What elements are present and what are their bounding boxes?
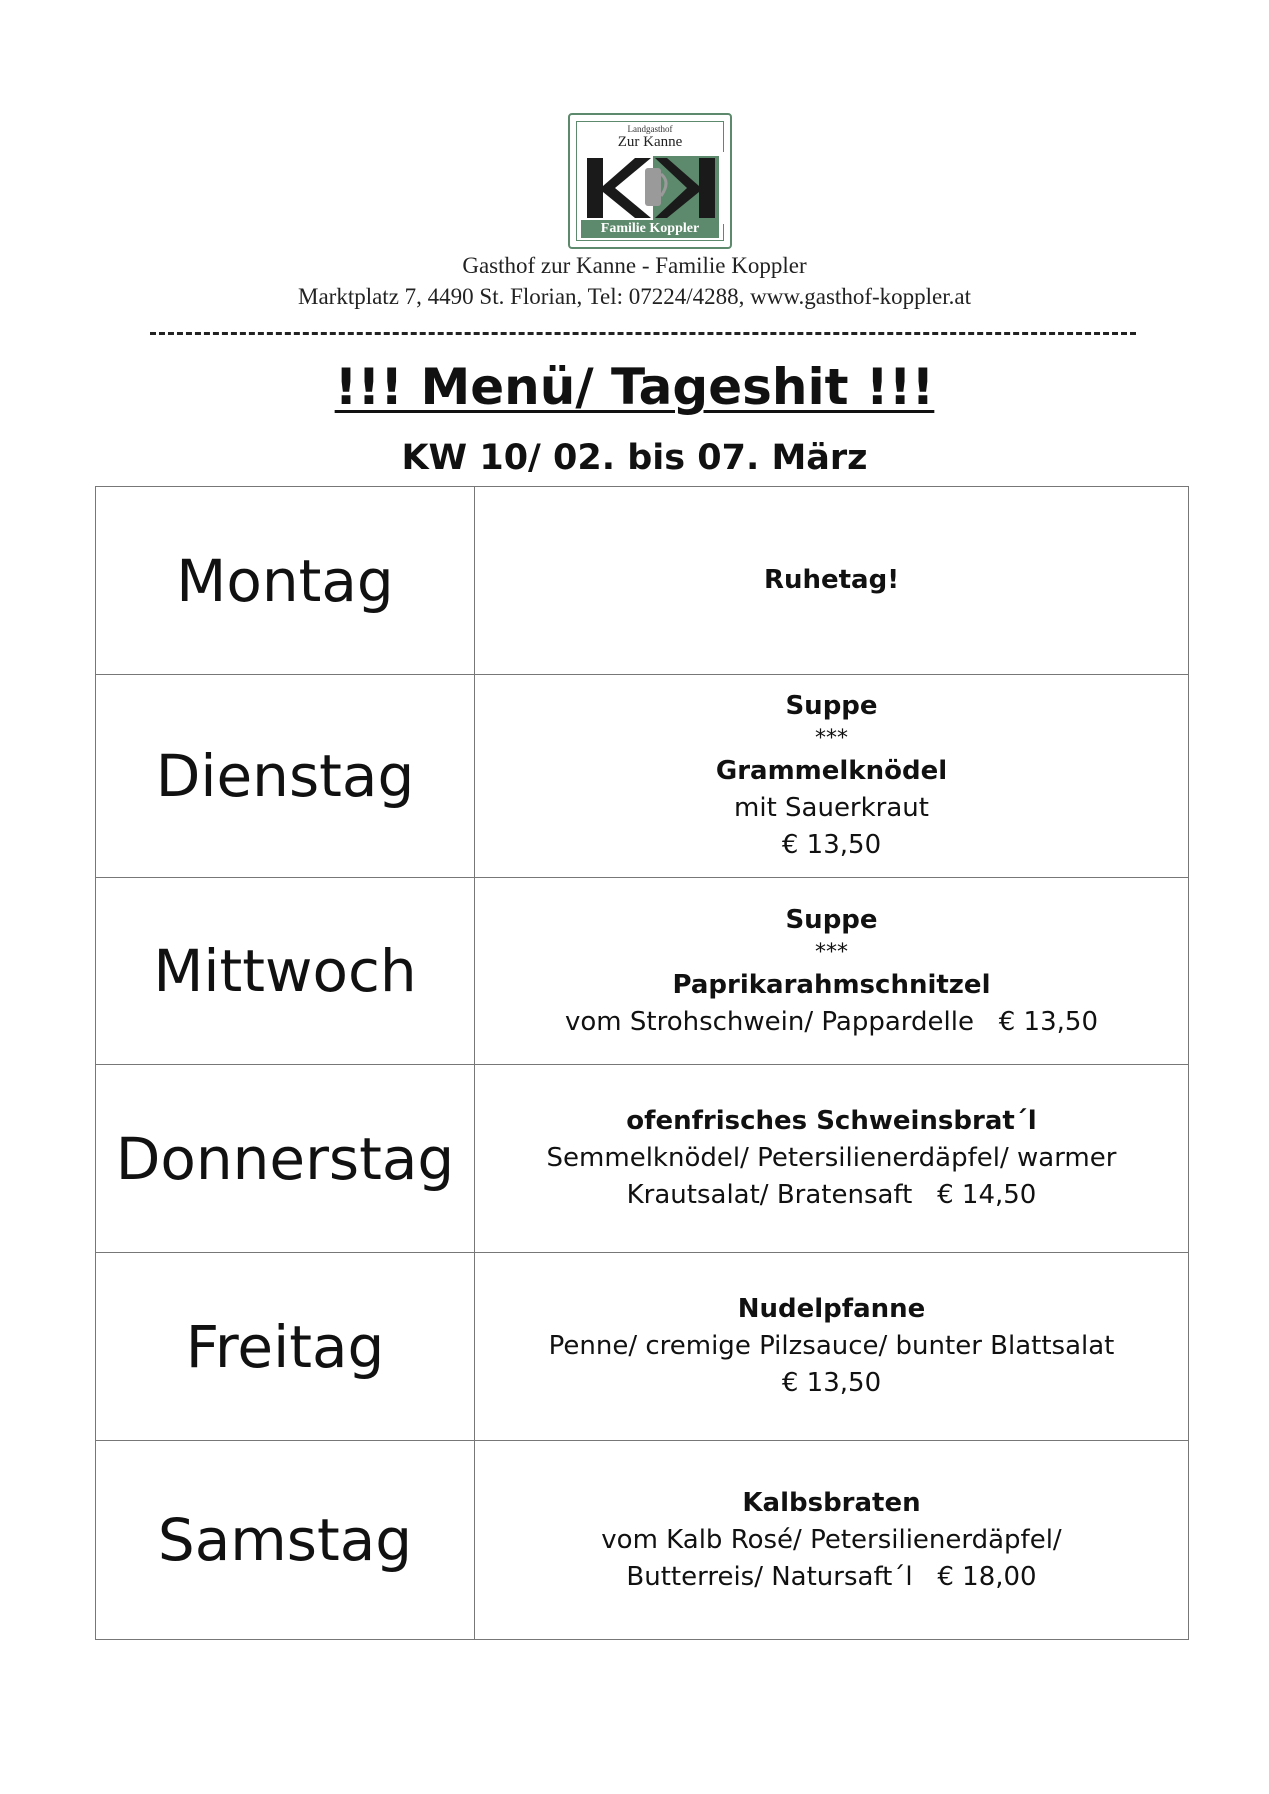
menu-table [95, 486, 1189, 1640]
day-label: Dienstag [96, 675, 475, 878]
page-title [0, 358, 1269, 416]
menu-row-dienstag [96, 675, 1189, 878]
logo-family-banner: Familie Koppler [581, 220, 719, 238]
dish-price: € 13,50 [781, 1368, 882, 1398]
dish-line: Semmelknödel/ Petersilienerdäpfel/ warmer [546, 1143, 1117, 1173]
logo-kk-mark [581, 152, 725, 224]
dish-line: Suppe [785, 691, 878, 721]
dish-line: Butterreis/ Natursaft´l € 18,00 [626, 1561, 1037, 1592]
dish-cell [475, 675, 1189, 878]
dish-cell [475, 487, 1189, 675]
address-line-1: Gasthof zur Kanne - Familie Koppler [462, 253, 807, 278]
dish-separator: *** [815, 939, 848, 965]
day-label: Montag [96, 487, 475, 675]
divider-line [150, 332, 1136, 335]
dish-line: ofenfrisches Schweinsbrat´l [626, 1106, 1037, 1136]
dish-line: Paprikarahmschnitzel [672, 969, 991, 1000]
menu-row-freitag [96, 1253, 1189, 1441]
day-label: Mittwoch [96, 878, 475, 1065]
week-subtitle: KW 10/ 02. bis 07. März [401, 438, 868, 478]
dish-line: Kalbsbraten [742, 1487, 921, 1518]
dish-line: vom Strohschwein/ Pappardelle € 13,50 [565, 1006, 1098, 1037]
dish-line: Krautsalat/ Bratensaft € 14,50 [626, 1180, 1037, 1210]
dish-cell [475, 1065, 1189, 1253]
page-title-text: !!! Menü/ Tageshit !!! [334, 358, 935, 416]
dish-cell [475, 1253, 1189, 1441]
dish-line: Grammelknödel [715, 756, 948, 786]
logo-frame [576, 121, 724, 241]
dish-line: vom Kalb Rosé/ Petersilienerdäpfel/ [601, 1524, 1062, 1555]
address-line-2: Marktplatz 7, 4490 St. Florian, Tel: 07224/4288, www.gasthof-koppler.at [298, 284, 971, 309]
logo [568, 113, 732, 249]
dish-separator: *** [815, 726, 848, 751]
logo-name: Zur Kanne [617, 134, 683, 150]
dish-line: Nudelpfanne [737, 1294, 926, 1324]
logo-top-text: Landgasthof [627, 124, 673, 134]
menu-row-samstag [96, 1441, 1189, 1640]
menu-row-mittwoch [96, 878, 1189, 1065]
dish-price: € 13,50 [781, 830, 882, 860]
day-label: Donnerstag [96, 1065, 475, 1253]
menu-row-montag [96, 487, 1189, 675]
dish-cell [475, 878, 1189, 1065]
dish-line: mit Sauerkraut [734, 793, 929, 823]
dish-cell [475, 1441, 1189, 1640]
day-label: Samstag [96, 1441, 475, 1640]
dish-line: Ruhetag! [763, 565, 900, 595]
menu-row-donnerstag [96, 1065, 1189, 1253]
dish-line: Suppe [785, 904, 878, 935]
day-label: Freitag [96, 1253, 475, 1441]
dish-line: Penne/ cremige Pilzsauce/ bunter Blattsalat [548, 1331, 1115, 1361]
